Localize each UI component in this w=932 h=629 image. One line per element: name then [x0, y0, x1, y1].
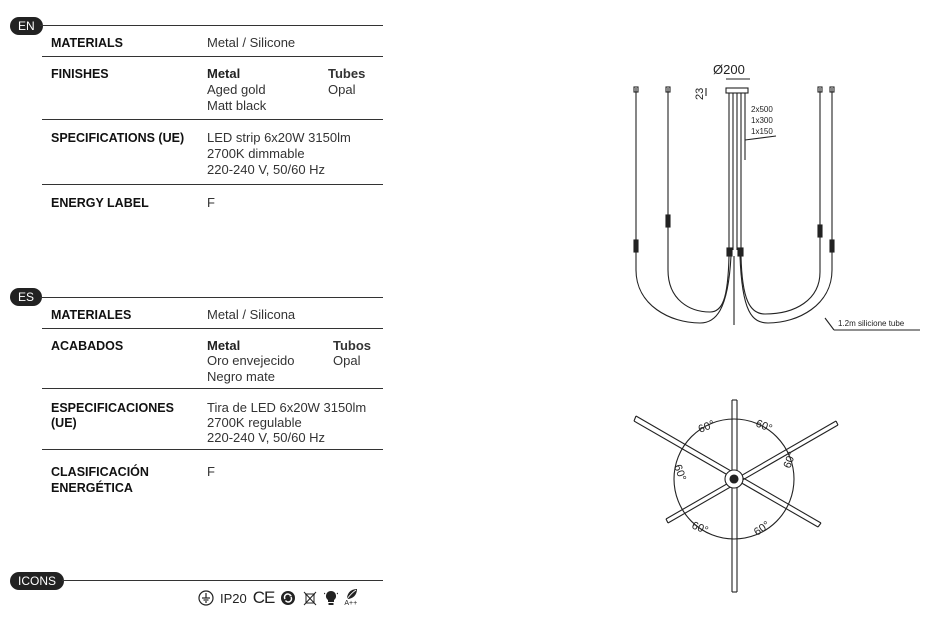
es-finishes-metal-1: Oro envejecido [207, 353, 295, 368]
es-materials-row [42, 298, 383, 329]
strip-callout [745, 136, 776, 140]
recycle-icon [280, 590, 296, 606]
en-materials-row [42, 26, 383, 57]
en-finishes-metal-2: Matt black [207, 98, 267, 113]
leaf-icon [344, 588, 360, 600]
plan-arm-diag-2a [666, 421, 836, 519]
en-energy-row [42, 185, 383, 225]
es-energy-label-1: CLASIFICACIÓN [51, 465, 149, 479]
connector-right [738, 248, 743, 256]
es-materials-label: MATERIALES [51, 308, 132, 322]
angle-text-2: 60° [753, 417, 774, 436]
tube-note-text: 1.2m silicione tube [838, 319, 905, 328]
es-spec-3: 220-240 V, 50/60 Hz [207, 430, 326, 445]
left-outer-clip [634, 240, 638, 252]
es-finishes-row [42, 329, 383, 389]
led-bulb-icon [324, 590, 338, 606]
en-finishes-metal-head: Metal [207, 66, 241, 81]
es-energy-row [42, 450, 383, 500]
en-materials-value: Metal / Silicone [207, 35, 296, 50]
en-spec-2: 2700K dimmable [207, 146, 305, 161]
plan-arm-diag-1a [634, 421, 818, 527]
right-inner-cap [818, 87, 822, 92]
es-spec-table [42, 298, 383, 500]
strip-text-1: 2x500 [751, 105, 773, 114]
right-inner-tube [741, 237, 820, 314]
angle-text-5: 60° [689, 519, 710, 538]
angle-text-6: 60° [751, 519, 773, 539]
plan-view-drawing [634, 400, 838, 592]
strip-text-3: 1x150 [751, 127, 773, 136]
en-finishes-row [42, 57, 383, 120]
es-spec-label-1: ESPECIFICACIONES [51, 401, 174, 415]
energy-class-label: A++ [344, 600, 358, 607]
en-energy-value: F [207, 195, 215, 210]
ce-icon: CE [252, 588, 275, 607]
es-badge: ES [10, 288, 42, 306]
es-spec-1: Tira de LED 6x20W 3150lm [207, 400, 367, 415]
icons-rule [62, 580, 383, 581]
right-outer-clip [830, 240, 834, 252]
height-text: 23 [694, 87, 706, 100]
connector-left [727, 248, 732, 256]
en-materials-label: MATERIALS [51, 36, 123, 50]
certification-icons [198, 588, 360, 608]
en-finishes-label: FINISHES [51, 67, 109, 81]
weee-bin-icon [302, 590, 318, 606]
en-finishes-metal-1: Aged gold [207, 82, 266, 97]
en-finishes-tubes-head: Tubes [328, 66, 366, 81]
diameter-text: Ø200 [713, 62, 745, 77]
en-spec-label: SPECIFICATIONS (UE) [51, 131, 185, 145]
left-inner-tube [668, 227, 729, 312]
strip-text-2: 1x300 [751, 116, 773, 125]
plan-hub [725, 470, 743, 488]
left-outer-tube [636, 252, 731, 323]
energy-class-icon [344, 588, 360, 608]
es-spec-2: 2700K regulable [207, 415, 302, 430]
es-spec-label-2: (UE) [51, 416, 77, 430]
es-spec-row [42, 389, 383, 450]
angle-arc [674, 419, 794, 539]
angle-text-4: 60° [671, 462, 689, 483]
plan-hub-center [730, 475, 738, 483]
es-energy-label-2: ENERGÉTICA [51, 481, 133, 495]
tube-callout-diag [825, 318, 834, 330]
side-elevation-drawing [634, 79, 920, 330]
es-energy-value: F [207, 464, 215, 479]
en-finishes-tubes-1: Opal [328, 82, 356, 97]
en-spec-row [42, 120, 383, 185]
es-finishes-label: ACABADOS [51, 339, 124, 353]
right-outer-tube [740, 252, 832, 323]
left-inner-cap [666, 87, 670, 92]
left-outer-cap [634, 87, 638, 92]
en-spec-table [42, 26, 383, 225]
ip20-icon: IP20 [220, 590, 247, 606]
right-outer-cap [830, 87, 834, 92]
angle-text-3: 60° [781, 450, 799, 471]
en-badge: EN [10, 17, 43, 35]
plan-arm-diag-2b [668, 425, 838, 523]
en-energy-label: ENERGY LABEL [51, 196, 149, 210]
en-spec-3: 220-240 V, 50/60 Hz [207, 162, 326, 177]
plan-arm-diag-1b [636, 416, 821, 523]
icons-badge: ICONS [10, 572, 64, 590]
es-finishes-tubes-1: Opal [333, 353, 361, 368]
es-materials-value: Metal / Silicona [207, 307, 296, 322]
es-finishes-metal-head: Metal [207, 338, 241, 353]
en-spec-1: LED strip 6x20W 3150lm [207, 130, 351, 145]
earth-ground-icon [198, 590, 214, 606]
canopy [726, 88, 748, 93]
es-finishes-tubes-head: Tubos [333, 338, 372, 353]
right-inner-clip [818, 225, 822, 237]
es-finishes-metal-2: Negro mate [207, 369, 275, 384]
angle-text-1: 60° [696, 418, 717, 436]
left-inner-clip [666, 215, 670, 227]
